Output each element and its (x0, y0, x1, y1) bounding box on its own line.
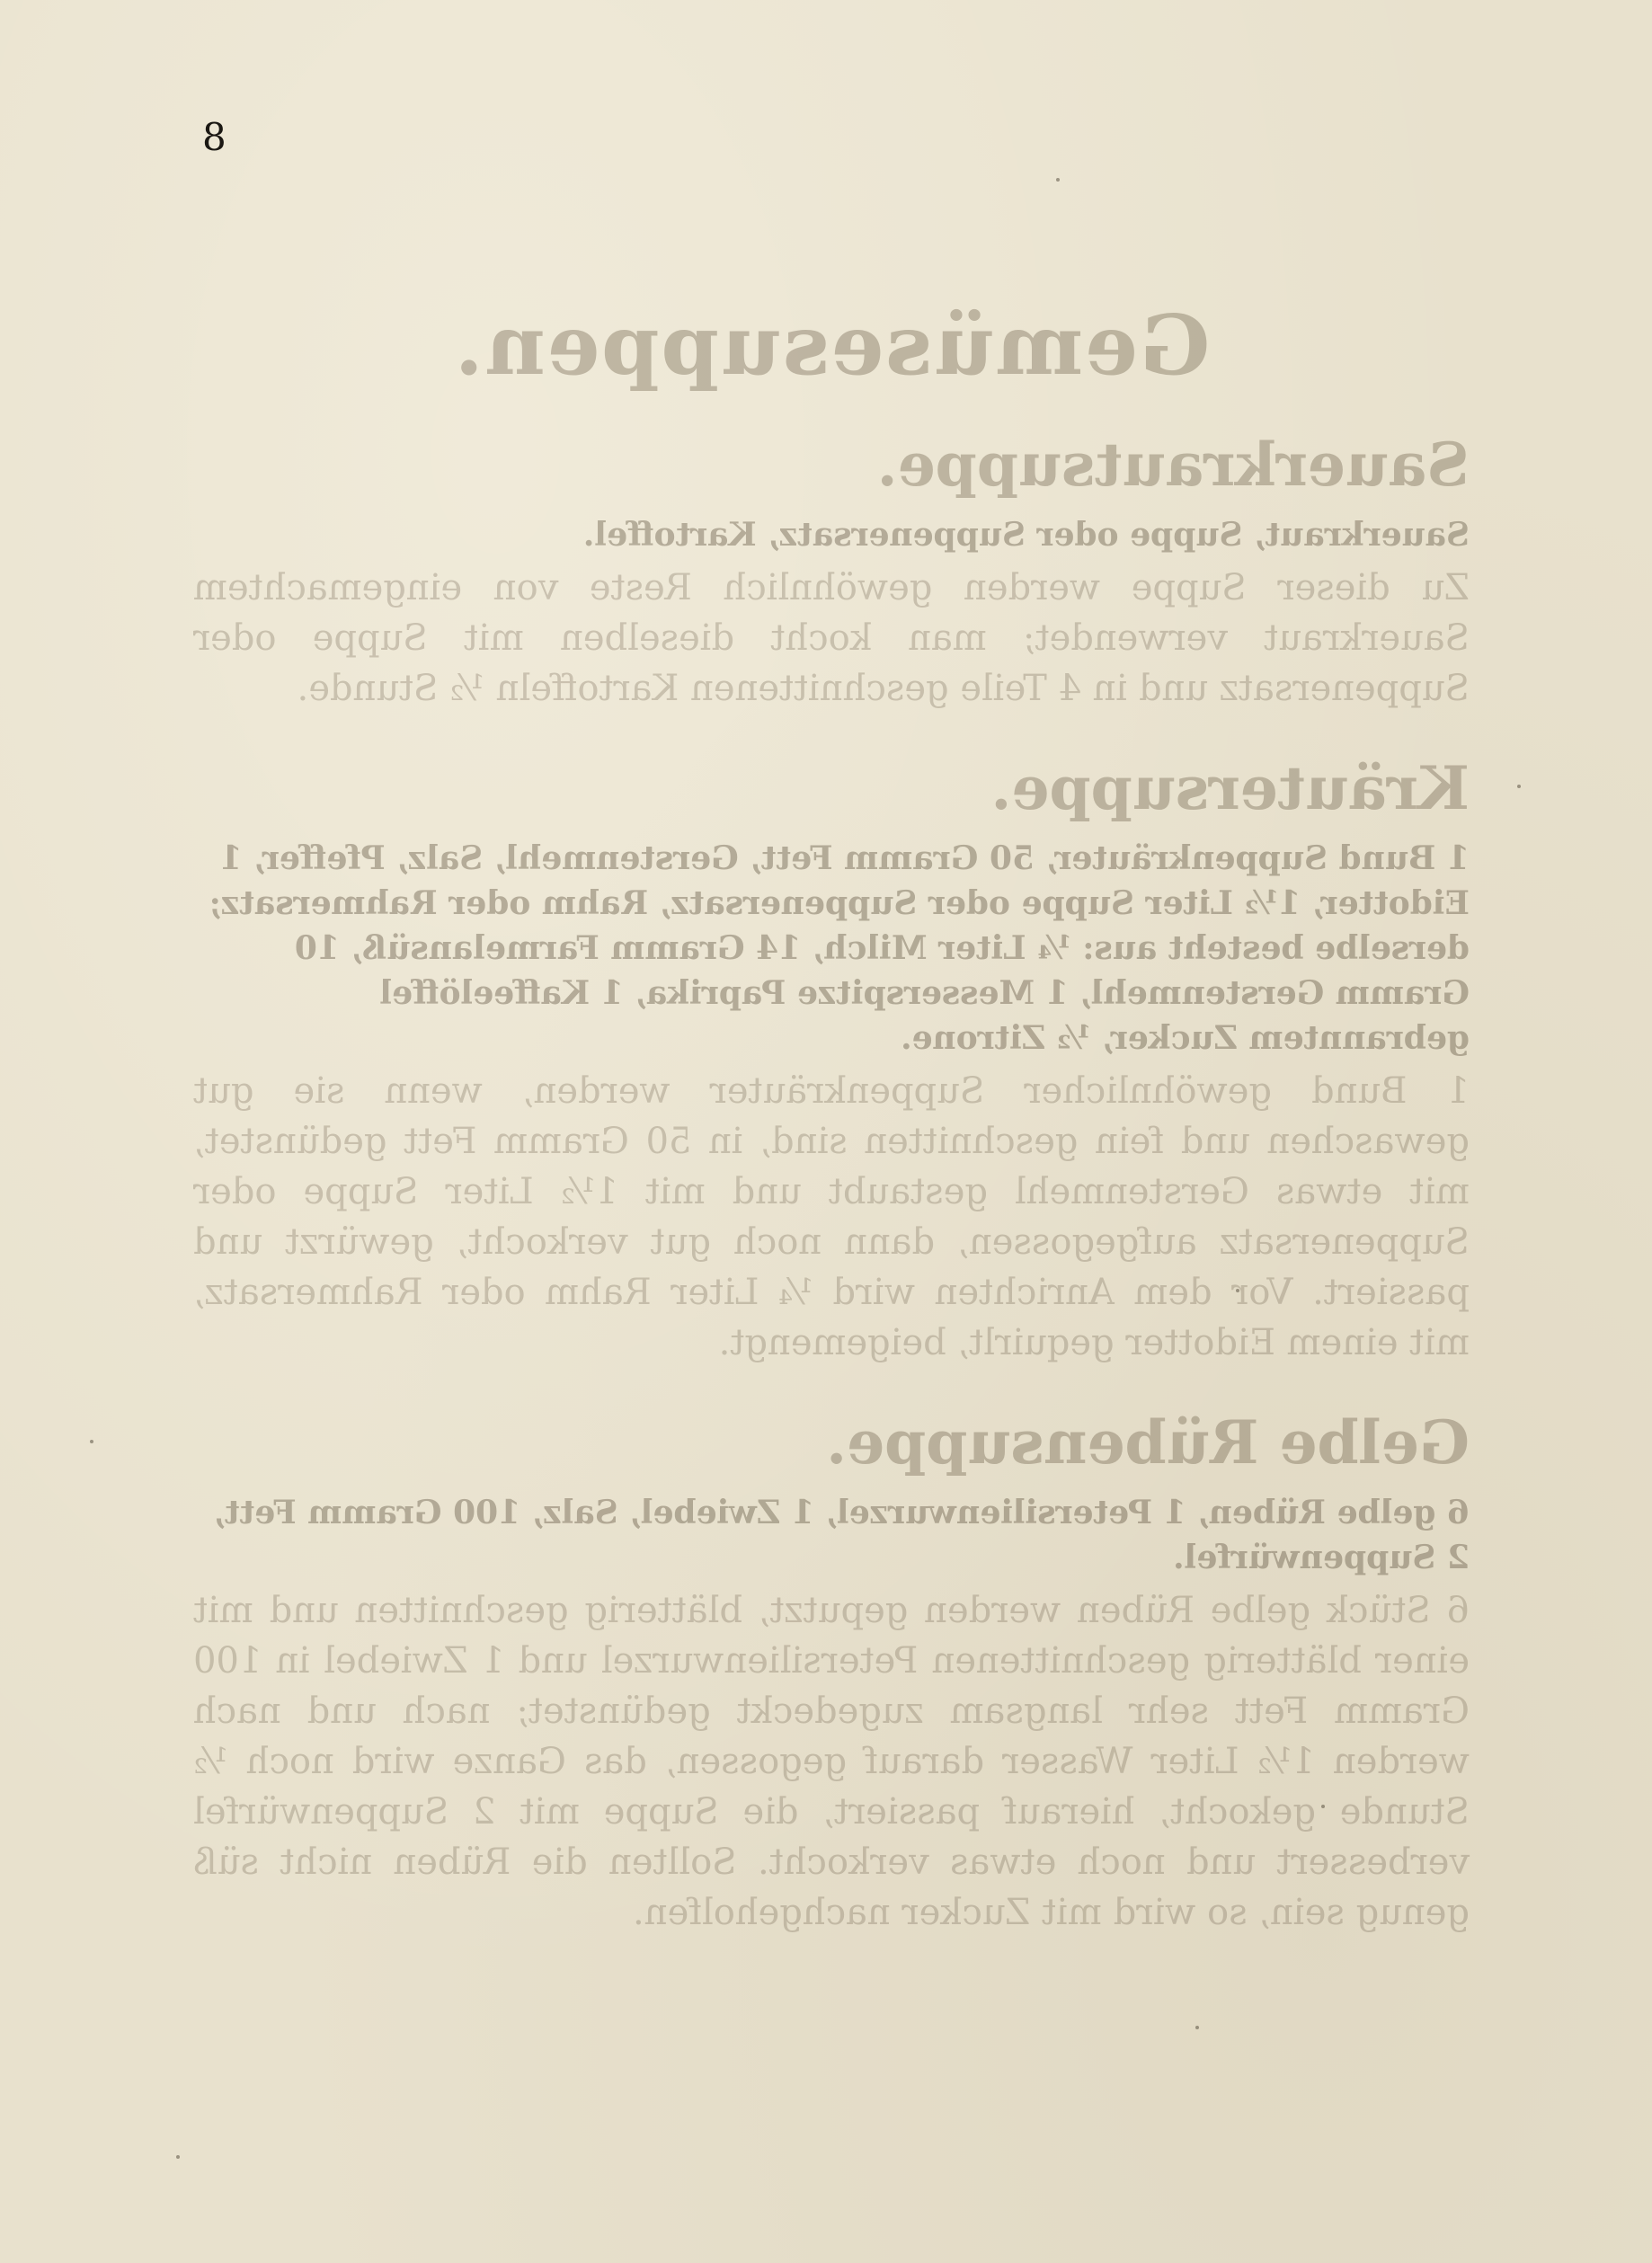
bleed-body: 6 Stück gelbe Rüben werden geputzt, blätterig geschnitten und mit einer blätterig geschnittenen Petersilienwurzel und 1 Zwiebel in 100 Gramm Fett sehr langsam zugedeckt gedünstet; nach und nach werden 1½ Liter Wasser darauf gegossen, das Ganze wird noch ½ Stunde gekocht, hierauf passiert, die Suppe mit 2 Suppenwürfel verbessert und noch etwas verkocht. Sollten die Rüben nicht süß genug sein, so wird mit Zucker nachgeholfen. (193, 1590, 1470, 1933)
paper-speck (90, 1440, 93, 1443)
paper-speck (1195, 2026, 1199, 2029)
bleed-heading: Gemüsesuppen. (452, 297, 1211, 394)
paper-speck (1056, 178, 1060, 182)
bleed-body: Zu dieser Suppe werden gewöhnlich Reste von eingemachtem Sauerkraut verwendet; man kocht dieselben mit Suppe oder Suppenersatz und in 4 Teile geschnittenen Kartoffeln ½ Stunde. (193, 567, 1470, 709)
bleed-ingredients: 1 Bund Suppenkräuter, 50 Gramm Fett, Gerstenmehl, Salz, Pfeffer, 1 Eidotter, 1½ Liter Suppe oder Suppenersatz, Rahm oder Rahmersatz; derselbe besteht aus: ¼ Liter Milch, 14 Gramm Farmelansüß, 10 Gramm Gerstenmehl, 1 Messerspitze Paprika, 1 Kaffeelöffel gebranntem Zucker, ½ Zitrone. (209, 839, 1470, 1057)
bleed-section-title: Sauerkrautsuppe. (876, 430, 1470, 500)
paper-speck (1517, 785, 1521, 788)
bleed-through-text (193, 297, 1470, 1977)
bleed-ingredients: 6 gelbe Rüben, 1 Petersilienwurzel, 1 Zwiebel, Salz, 100 Gramm Fett, 2 Suppenwürfel. (213, 1494, 1470, 1576)
bleed-ingredients: Sauerkraut, Suppe oder Suppenersatz, Kartoffel. (582, 516, 1470, 554)
paper-speck (1321, 1805, 1325, 1808)
bleed-body: 1 Bund gewöhnlicher Suppenkräuter werden, wenn sie gut gewaschen und fein geschnitten sind, in 50 Gramm Fett gedünstet, mit etwas Gerstenmehl gestaubt und mit 1½ Liter Suppe oder Suppenersatz aufgegossen, dann noch gut verkocht, gewürzt und passiert. Vor dem Anrichten wird ¼ Liter Rahm oder Rahmersatz, mit einem Eidotter gequirlt, beigemengt. (193, 1070, 1470, 1363)
bleed-section-title: Gelbe Rübensuppe. (826, 1407, 1470, 1478)
page-number: 8 (202, 115, 226, 159)
paper-speck (1236, 1289, 1239, 1292)
paper-speck (176, 2155, 180, 2159)
bleed-section-title: Kräutersuppe. (990, 753, 1470, 823)
